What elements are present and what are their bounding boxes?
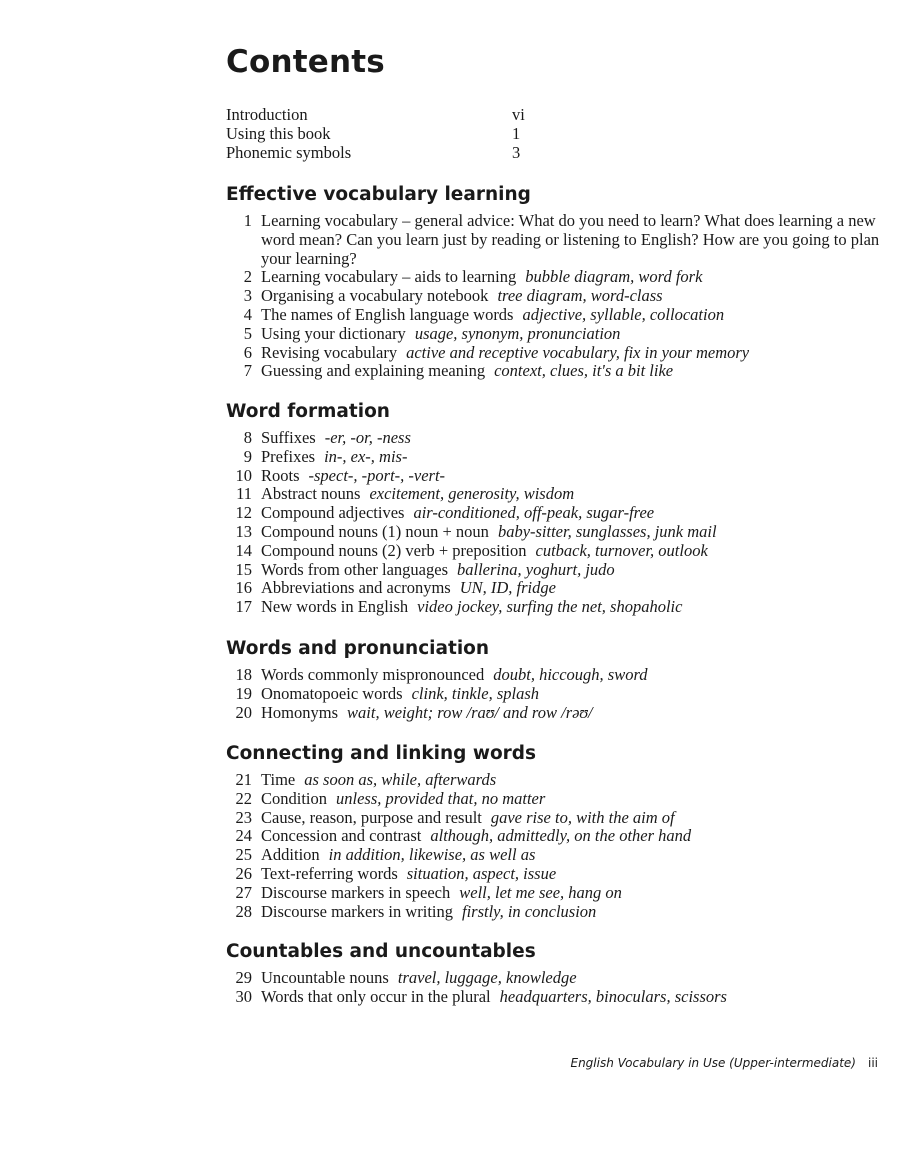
front-matter-label: Using this book — [226, 123, 331, 143]
unit-number: 7 — [243, 361, 252, 381]
section-heading: Effective vocabulary learning — [226, 184, 531, 205]
unit-entry — [226, 969, 886, 988]
unit-title-wrap — [252, 704, 886, 723]
unit-entry — [226, 306, 886, 325]
section-unit-list — [226, 666, 886, 722]
page-number: iii — [867, 1056, 878, 1070]
unit-number: 3 — [243, 286, 252, 306]
unit-title-wrap — [252, 790, 886, 809]
unit-title-wrap — [252, 429, 886, 448]
section-unit-list — [226, 969, 886, 1007]
unit-examples: situation, aspect, issue — [406, 863, 557, 883]
unit-title: Prefixes — [261, 446, 316, 466]
unit-number: 18 — [235, 665, 252, 684]
section-heading: Countables and uncountables — [226, 941, 536, 962]
unit-title: Discourse markers in writing — [261, 901, 453, 921]
unit-entry — [226, 561, 886, 580]
unit-title: The names of English language words — [261, 304, 514, 324]
unit-entry — [226, 903, 886, 922]
unit-number: 28 — [235, 901, 252, 921]
unit-title-wrap — [252, 846, 886, 865]
unit-number: 15 — [235, 559, 252, 579]
unit-title-wrap — [252, 485, 886, 504]
unit-title: Concession and contrast — [261, 826, 422, 846]
unit-number: 19 — [235, 683, 252, 703]
unit-entry — [226, 598, 886, 617]
unit-title: Abstract nouns — [261, 484, 361, 504]
unit-title: Roots — [261, 465, 300, 485]
unit-examples: active and receptive vocabulary, fix in your memory — [406, 342, 750, 362]
unit-number: 25 — [235, 845, 252, 865]
unit-number: 6 — [243, 342, 252, 362]
unit-title-wrap — [252, 467, 886, 486]
unit-title: Compound adjectives — [261, 503, 405, 523]
unit-examples: cutback, turnover, outlook — [535, 540, 708, 560]
unit-title: New words in English — [261, 597, 409, 617]
unit-examples: -er, -or, -ness — [324, 428, 411, 447]
unit-examples: headquarters, binoculars, scissors — [499, 986, 727, 1006]
unit-title: Revising vocabulary — [261, 342, 398, 362]
unit-examples: video jockey, surfing the net, shopaholic — [417, 597, 683, 617]
unit-number: 11 — [236, 484, 252, 504]
unit-title: Cause, reason, purpose and result — [261, 807, 482, 827]
unit-entry — [226, 579, 886, 598]
unit-examples: air-conditioned, off-peak, sugar-free — [413, 503, 655, 523]
unit-title: Using your dictionary — [261, 323, 406, 343]
unit-title-wrap — [252, 988, 886, 1007]
unit-title-wrap — [252, 666, 886, 685]
unit-title: Discourse markers in speech — [261, 882, 451, 902]
unit-examples: in addition, likewise, as well as — [328, 845, 536, 865]
unit-examples: although, admittedly, on the other hand — [430, 826, 692, 846]
book-title: English Vocabulary in Use (Upper-intermediate) — [570, 1056, 856, 1070]
unit-entry — [226, 429, 886, 448]
unit-title: Text-referring words — [261, 863, 398, 883]
unit-entry — [226, 448, 886, 467]
unit-entry — [226, 865, 886, 884]
unit-title: Words commonly mispronounced — [261, 665, 485, 684]
unit-entry — [226, 884, 886, 903]
unit-examples: UN, ID, fridge — [459, 578, 556, 598]
unit-title-wrap — [252, 523, 886, 542]
unit-examples: doubt, hiccough, sword — [493, 665, 648, 684]
unit-number: 1 — [243, 211, 252, 230]
unit-title-wrap — [252, 685, 886, 704]
unit-entry — [226, 809, 886, 828]
unit-entry — [226, 485, 886, 504]
unit-title: Uncountable nouns — [261, 968, 389, 987]
unit-title: Time — [261, 770, 296, 789]
unit-number: 26 — [235, 863, 252, 883]
unit-entry — [226, 542, 886, 561]
section-heading: Word formation — [226, 401, 390, 422]
section-unit-list — [226, 429, 886, 617]
unit-entry — [226, 287, 886, 306]
unit-number: 16 — [235, 578, 252, 598]
unit-title-wrap — [252, 903, 886, 922]
section-unit-list — [226, 771, 886, 921]
unit-examples: firstly, in conclusion — [462, 901, 597, 921]
unit-title-wrap — [252, 504, 886, 523]
unit-examples: context, clues, it's a bit like — [494, 361, 674, 381]
unit-title-wrap — [252, 362, 886, 381]
unit-title-wrap — [252, 579, 886, 598]
unit-title-wrap — [252, 771, 886, 790]
unit-entry — [226, 704, 886, 723]
unit-entry — [226, 212, 886, 268]
unit-examples: in-, ex-, mis- — [324, 446, 408, 466]
unit-examples: well, let me see, hang on — [459, 882, 622, 902]
front-matter-label: Introduction — [226, 105, 308, 124]
unit-title: Suffixes — [261, 428, 316, 447]
unit-number: 29 — [235, 968, 252, 987]
unit-examples: clink, tinkle, splash — [411, 683, 540, 703]
unit-title-wrap — [252, 306, 886, 325]
unit-examples: baby-sitter, sunglasses, junk mail — [497, 521, 717, 541]
unit-title-wrap — [252, 969, 886, 988]
unit-title: Abbreviations and acronyms — [261, 578, 451, 598]
section-unit-list — [226, 212, 886, 381]
unit-entry — [226, 790, 886, 809]
unit-title: Addition — [261, 845, 320, 865]
unit-number: 10 — [235, 465, 252, 485]
front-matter-list — [226, 106, 525, 162]
unit-title-wrap — [252, 268, 886, 287]
front-matter-page: 1 — [512, 123, 521, 143]
unit-examples: gave rise to, with the aim of — [490, 807, 675, 827]
unit-number: 13 — [235, 521, 252, 541]
unit-entry — [226, 846, 886, 865]
unit-examples: wait, weight; row /raʊ/ and row /rəʊ/ — [347, 702, 593, 722]
unit-entry — [226, 666, 886, 685]
unit-title: Guessing and explaining meaning — [261, 361, 486, 381]
unit-title: Condition — [261, 788, 328, 808]
unit-number: 12 — [235, 503, 252, 523]
unit-number: 30 — [235, 986, 252, 1006]
unit-title-wrap — [252, 212, 886, 268]
unit-examples: usage, synonym, pronunciation — [414, 323, 621, 343]
unit-title-wrap — [252, 448, 886, 467]
unit-title-wrap — [252, 325, 886, 344]
unit-entry — [226, 771, 886, 790]
section-heading: Words and pronunciation — [226, 638, 490, 659]
unit-entry — [226, 523, 886, 542]
unit-title-wrap — [252, 561, 886, 580]
page-footer — [570, 1056, 878, 1070]
front-matter-label: Phonemic symbols — [226, 142, 352, 162]
unit-title: Compound nouns (1) noun + noun — [261, 521, 489, 541]
unit-number: 20 — [235, 702, 252, 722]
unit-title-wrap — [252, 827, 886, 846]
unit-entry — [226, 344, 886, 363]
unit-examples: adjective, syllable, collocation — [522, 304, 725, 324]
front-matter-item — [226, 125, 525, 144]
unit-title: Words that only occur in the plural — [261, 986, 491, 1006]
unit-title-wrap — [252, 809, 886, 828]
unit-title: Organising a vocabulary notebook — [261, 286, 489, 306]
unit-number: 2 — [243, 267, 252, 287]
unit-number: 21 — [235, 770, 252, 789]
unit-number: 17 — [235, 597, 252, 617]
unit-entry — [226, 827, 886, 846]
unit-title-wrap — [252, 542, 886, 561]
unit-examples: -spect-, -port-, -vert- — [308, 465, 446, 485]
unit-title: Homonyms — [261, 702, 339, 722]
unit-number: 27 — [235, 882, 252, 902]
unit-entry — [226, 467, 886, 486]
unit-number: 14 — [235, 540, 252, 560]
unit-examples: excitement, generosity, wisdom — [369, 484, 575, 504]
unit-title-wrap — [252, 865, 886, 884]
unit-number: 4 — [243, 304, 252, 324]
unit-title: Learning vocabulary – aids to learning — [261, 267, 517, 287]
unit-entry — [226, 362, 886, 381]
section-heading: Connecting and linking words — [226, 743, 537, 764]
unit-number: 5 — [243, 323, 252, 343]
unit-entry — [226, 685, 886, 704]
page-title: Contents — [226, 44, 385, 80]
unit-title-wrap — [252, 344, 886, 363]
unit-entry — [226, 268, 886, 287]
unit-examples: unless, provided that, no matter — [336, 788, 546, 808]
front-matter-item — [226, 106, 525, 125]
unit-title: Words from other languages — [261, 559, 448, 579]
unit-title-wrap — [252, 287, 886, 306]
unit-title: Onomatopoeic words — [261, 683, 403, 703]
unit-examples: as soon as, while, afterwards — [304, 770, 497, 789]
unit-title-wrap — [252, 598, 886, 617]
unit-entry — [226, 504, 886, 523]
front-matter-item — [226, 144, 525, 163]
unit-examples: ballerina, yoghurt, judo — [457, 559, 615, 579]
unit-examples: travel, luggage, knowledge — [397, 968, 577, 987]
unit-number: 22 — [235, 788, 252, 808]
unit-title: Compound nouns (2) verb + preposition — [261, 540, 527, 560]
front-matter-page: 3 — [512, 142, 521, 162]
front-matter-page: vi — [512, 105, 525, 124]
unit-examples: bubble diagram, word fork — [525, 267, 703, 287]
unit-title: Learning vocabulary – general advice: What do you need to learn? What does learning a new word mean? Can you learn just by reading or listening to English? How are you going to plan your learning? — [261, 211, 880, 268]
unit-number: 8 — [243, 428, 252, 447]
unit-entry — [226, 325, 886, 344]
unit-entry — [226, 988, 886, 1007]
unit-examples: tree diagram, word-class — [497, 286, 663, 306]
unit-number: 23 — [235, 807, 252, 827]
unit-number: 24 — [235, 826, 252, 846]
unit-number: 9 — [243, 446, 252, 466]
unit-title-wrap — [252, 884, 886, 903]
